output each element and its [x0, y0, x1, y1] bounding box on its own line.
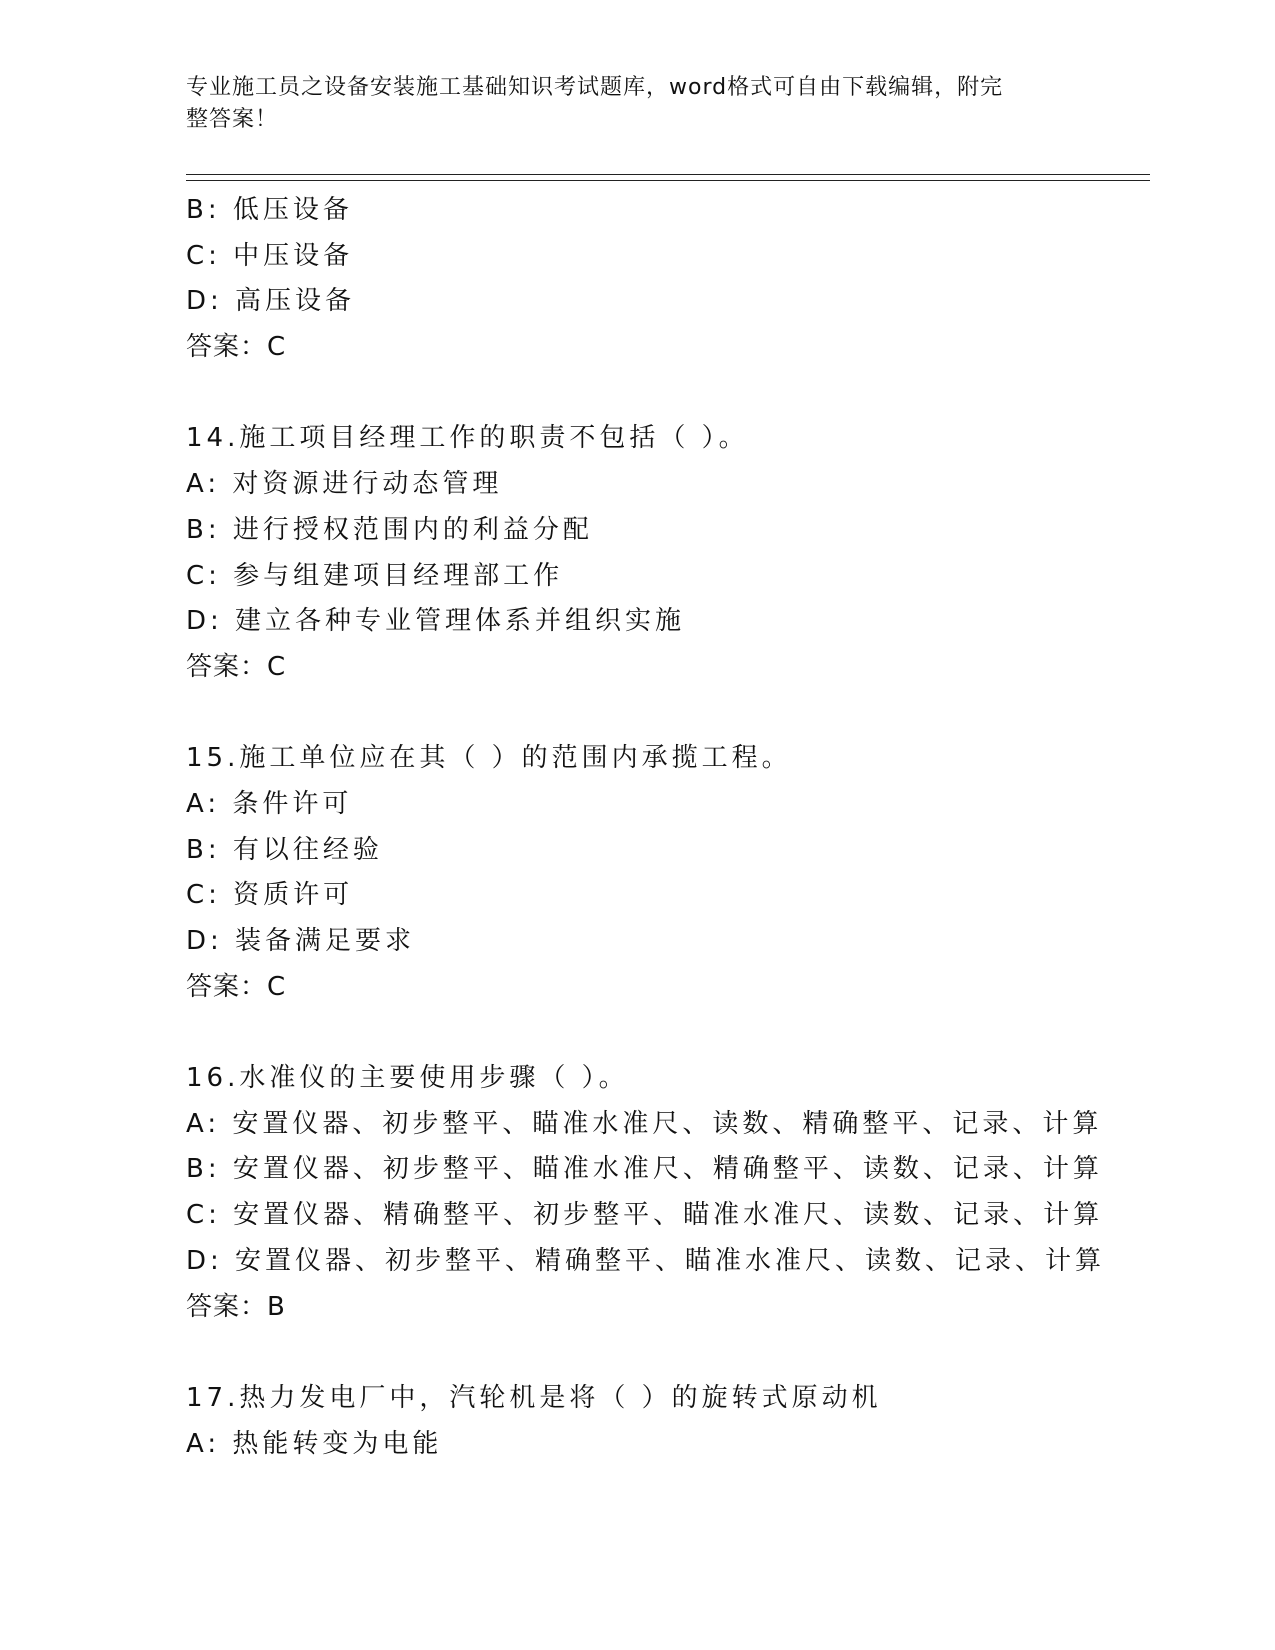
spacer — [186, 691, 1150, 737]
header-title-line-2: 整答案！ — [186, 107, 279, 132]
spacer — [186, 1330, 1150, 1376]
answer: 答案：B — [186, 1291, 286, 1322]
header-divider-bottom — [186, 180, 1150, 181]
answer: 答案：C — [186, 971, 287, 1002]
option-b: B: 安置仪器、初步整平、瞄准水准尺、精确整平、读数、记录、计算 — [186, 1154, 1103, 1185]
option-d: D: 高压设备 — [186, 286, 356, 317]
question-16 — [186, 1056, 1150, 1330]
option-d: D: 装备满足要求 — [186, 926, 416, 956]
option-c: C: 安置仪器、精确整平、初步整平、瞄准水准尺、读数、记录、计算 — [186, 1200, 1104, 1231]
question-stem: 16.水准仪的主要使用步骤（ ）。 — [186, 1063, 629, 1094]
option-a: A: 条件许可 — [186, 788, 353, 819]
option-a: A: 安置仪器、初步整平、瞄准水准尺、读数、精确整平、记录、计算 — [186, 1108, 1103, 1139]
answer: 答案：C — [186, 332, 287, 363]
document-header — [186, 72, 1066, 136]
question-14 — [186, 416, 1150, 690]
option-a: A: 对资源进行动态管理 — [186, 469, 503, 500]
spacer — [186, 371, 1150, 417]
option-c: C: 中压设备 — [186, 240, 354, 271]
question-stem: 14.施工项目经理工作的职责不包括（ ）。 — [186, 423, 749, 454]
spacer — [186, 1010, 1150, 1056]
option-c: C: 资质许可 — [186, 880, 354, 911]
option-b: B: 有以往经验 — [186, 834, 383, 865]
question-13-continued — [186, 188, 1150, 371]
question-15 — [186, 736, 1150, 1010]
option-d: D: 安置仪器、初步整平、精确整平、瞄准水准尺、读数、记录、计算 — [186, 1245, 1106, 1276]
question-list — [186, 188, 1150, 1467]
option-d: D: 建立各种专业管理体系并组织实施 — [186, 606, 686, 637]
question-17 — [186, 1376, 1150, 1467]
option-a: A: 热能转变为电能 — [186, 1428, 443, 1459]
option-b: B: 低压设备 — [186, 195, 353, 225]
question-stem: 15.施工单位应在其（ ）的范围内承揽工程。 — [186, 743, 792, 774]
header-divider-top — [186, 174, 1150, 175]
option-c: C: 参与组建项目经理部工作 — [186, 560, 564, 591]
question-stem: 17.热力发电厂中，汽轮机是将（ ）的旋转式原动机 — [186, 1382, 882, 1413]
answer: 答案：C — [186, 651, 287, 682]
header-title-line-1: 专业施工员之设备安装施工基础知识考试题库，word格式可自由下载编辑，附完 — [186, 75, 1004, 100]
option-b: B: 进行授权范围内的利益分配 — [186, 514, 593, 545]
